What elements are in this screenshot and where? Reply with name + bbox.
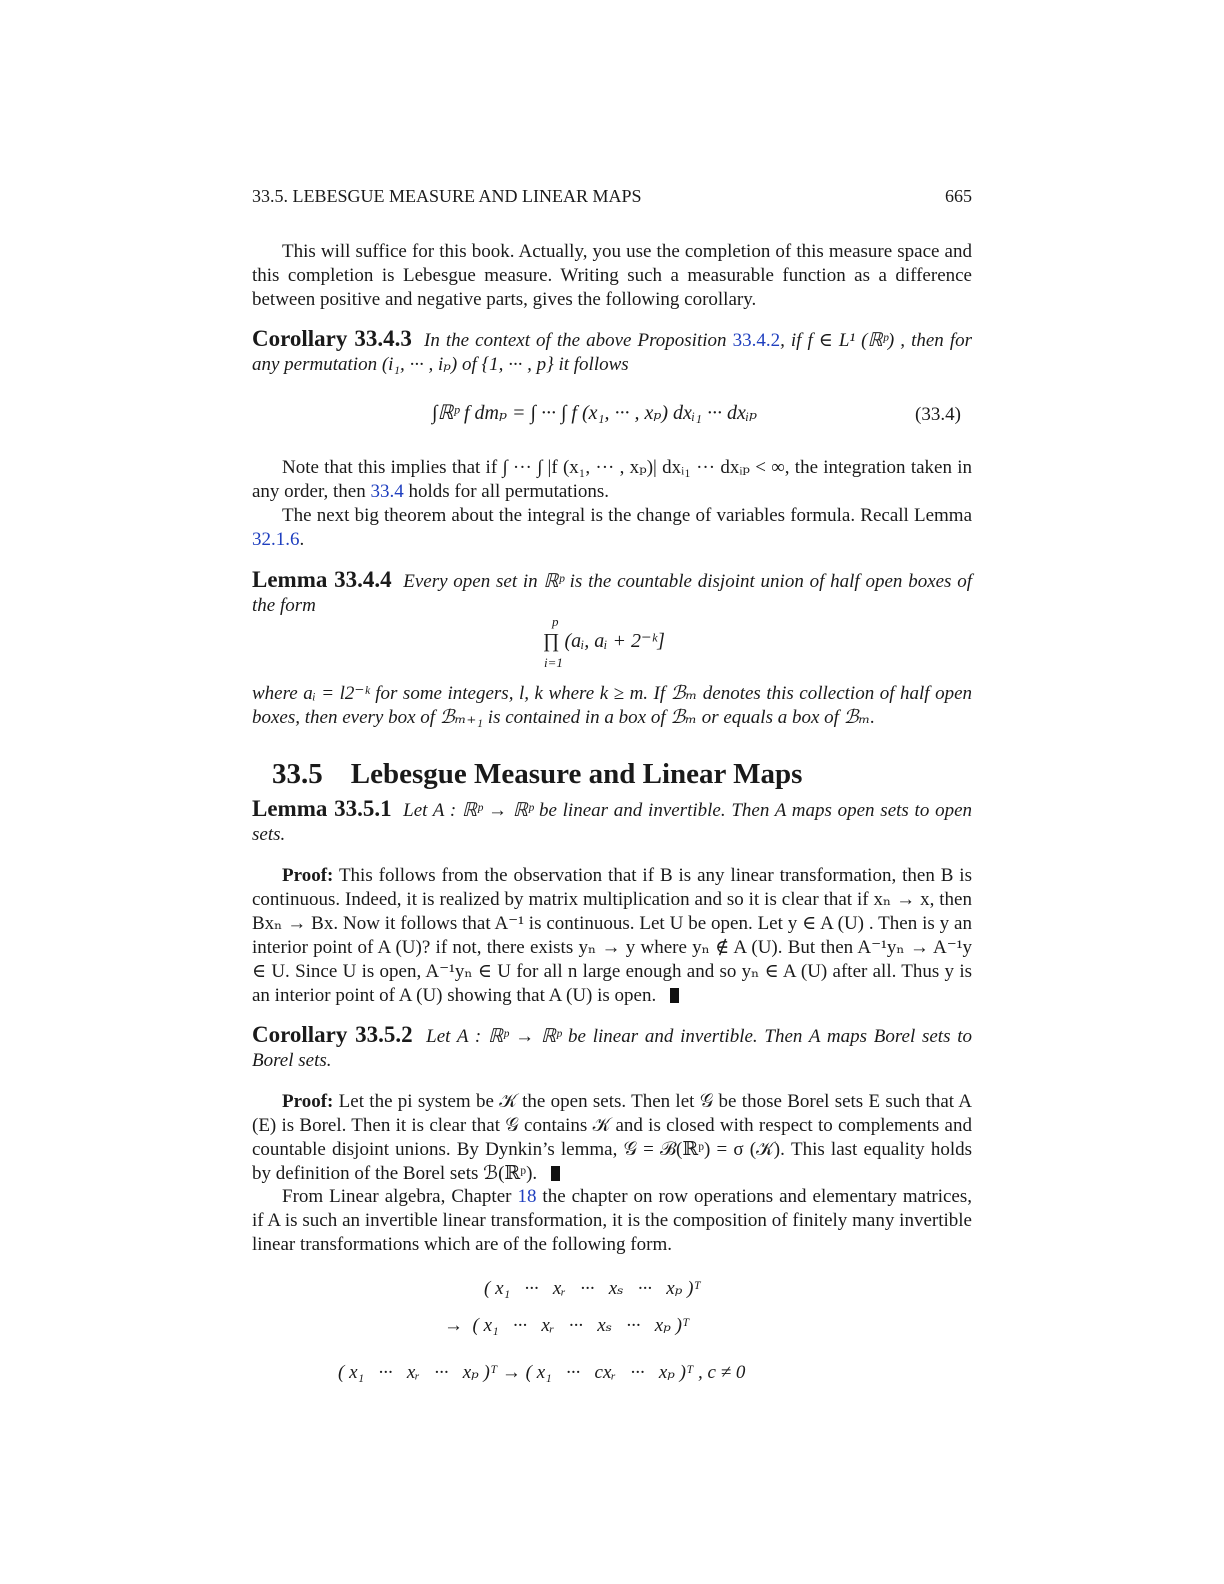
proof-2 (252, 1090, 972, 1186)
proof-1 (252, 864, 972, 1008)
linear-text-b: the chapter on row operations and elementary matrices, if A is such an invertible linear transformation, it is the composition of finitely many invertible linear transformations which are of the following form. (252, 1186, 972, 1255)
corollary-label: Corollary 33.4.3 (252, 326, 412, 351)
corollary-text-b: , if f ∈ L¹ (ℝᵖ) , then for any permutation (i₁, ··· , iₚ) of {1, ··· , p} it follows (252, 330, 972, 375)
lemma-text: Let A : ℝᵖ → ℝᵖ be linear and invertible. Then A maps open sets to open sets. (252, 800, 973, 845)
corollary-label: Corollary 33.5.2 (252, 1022, 413, 1047)
qed-mark (670, 988, 679, 1003)
matrix-line-2: → ( x₁ ··· xᵣ ··· xₛ ··· xₚ )ᵀ (444, 1315, 690, 1336)
lemma-label: Lemma 33.4.4 (252, 567, 392, 592)
note-paragraph (252, 456, 972, 504)
matrix-line-3: ( x₁ ··· xᵣ ··· xₚ )ᵀ → ( x₁ ··· cxᵣ ··· xₚ )ᵀ , c ≠ 0 (338, 1362, 746, 1383)
proposition-ref-link[interactable]: 33.4.2 (732, 330, 781, 351)
intro-paragraph: This will suffice for this book. Actually, you use the completion of this measure space and this completion is Lebesgue measure. Writing such a measurable function as a difference between positive and negative parts, gives the following corollary. (252, 241, 972, 310)
equation-number: (33.4) (915, 404, 961, 425)
product-bottom: i=1 (544, 655, 563, 670)
qed-mark (551, 1166, 560, 1181)
product-formula: ∏ (aᵢ, aᵢ + 2⁻ᵏ] (543, 630, 665, 652)
linear-text-a: From Linear algebra, Chapter (282, 1186, 518, 1207)
proof-label: Proof: (282, 1091, 334, 1112)
product-top: p (552, 614, 559, 629)
page-number: 665 (945, 186, 972, 206)
lemma-33-4-4 (252, 568, 972, 618)
corollary-33-4-3 (252, 327, 972, 377)
corollary-text: Let A : ℝᵖ → ℝᵖ be linear and invertible. Then A maps Borel sets to Borel sets. (252, 1026, 973, 1071)
proof-text: This follows from the observation that if B is any linear transformation, then B is continuous. Indeed, it is realized by matrix multiplication and so it is clear that if xₙ → x, then Bxₙ → Bx. Now it follows that A⁻¹ is continuous. Let U be open. Let y ∈ A (U) . Then is y an interior point of A (U)? if not, there exists yₙ → y where yₙ ∉ A (U). But then A⁻¹yₙ → A⁻¹y ∈ U. Since U is open, A⁻¹yₙ ∈ U for all n large enough and so yₙ ∈ A (U) after all. Thus y is an interior point of A (U) showing that A (U) is open. (252, 865, 972, 1006)
next-text-b: . (299, 529, 305, 550)
next-text-a: The next big theorem about the integral is the change of variables formula. Recall Lemma (282, 505, 972, 526)
proof-text: Let the pi system be 𝒦 the open sets. Then let 𝒢 be those Borel sets E such that A (E) is Borel. Then it is clear that 𝒢 contains 𝒦 and is closed with respect to complements and countable disjoint unions. By Dynkin’s lemma, 𝒢 = ℬ(ℝᵖ) = σ (𝒦). This last equality holds by definition of the Borel sets ℬ(ℝᵖ). (252, 1091, 973, 1184)
running-header (252, 186, 972, 207)
next-paragraph (252, 504, 972, 552)
section-heading (272, 758, 802, 791)
corollary-text-a: In the context of the above Proposition (424, 330, 733, 351)
note-text-b: holds for all permutations. (403, 481, 610, 502)
lemma-ref-link[interactable]: 32.1.6 (252, 529, 300, 550)
section-number: 33.5 (272, 758, 323, 790)
lemma-continuation: where aᵢ = l2⁻ᵏ for some integers, l, k where k ≥ m. If ℬₘ denotes this collection of half open boxes, then every box of ℬₘ₊₁ is contained in a box of ℬₘ or equals a box of ℬₘ. (252, 683, 972, 728)
chapter-ref-link[interactable]: 18 (517, 1186, 537, 1207)
section-title: Lebesgue Measure and Linear Maps (350, 758, 803, 790)
equation-33-4: ∫ℝᵖ f dmₚ = ∫ ··· ∫ f (x₁, ··· , xₚ) dxᵢ₁ ··· dxᵢₚ (432, 402, 758, 424)
equation-ref-link[interactable]: 33.4 (370, 481, 404, 502)
corollary-33-5-2 (252, 1023, 972, 1073)
header-title: 33.5. LEBESGUE MEASURE AND LINEAR MAPS (252, 186, 642, 206)
linear-algebra-paragraph (252, 1185, 972, 1257)
matrix-line-1: ( x₁ ··· xᵣ ··· xₛ ··· xₚ )ᵀ (484, 1278, 701, 1299)
note-text-a: Note that this implies that if ∫ ··· ∫ |f (x₁, ··· , xₚ)| dxᵢ₁ ··· dxᵢₚ < ∞, the integration taken in any order, then (252, 457, 972, 502)
lemma-33-5-1 (252, 797, 972, 847)
lemma-label: Lemma 33.5.1 (252, 796, 392, 821)
proof-label: Proof: (282, 865, 334, 886)
lemma-text: Every open set in ℝᵖ is the countable disjoint union of half open boxes of the form (252, 571, 973, 616)
